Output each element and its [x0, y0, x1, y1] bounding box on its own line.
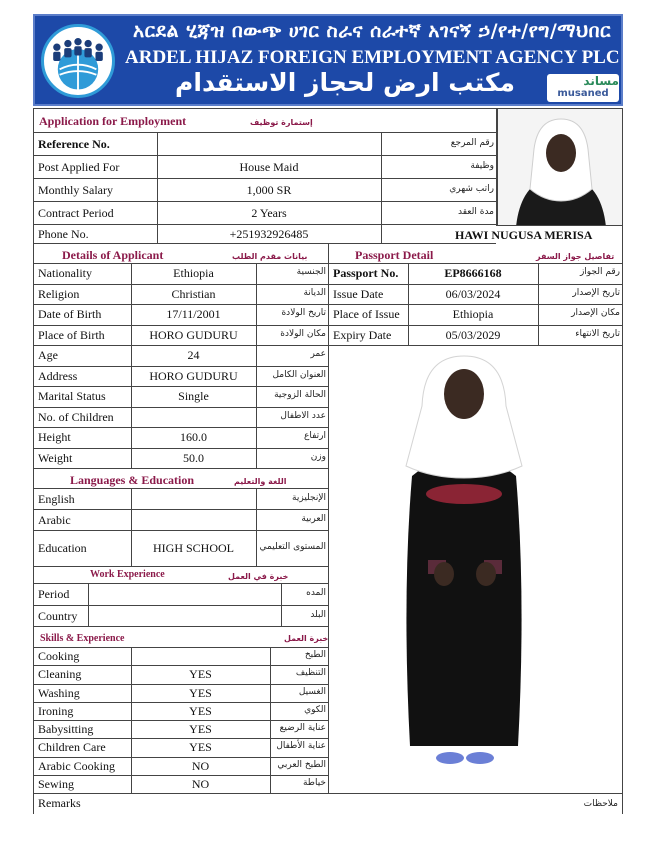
address-label-ar: العنوان الكامل: [272, 369, 326, 380]
table-rule: [33, 325, 328, 326]
religion-value: Christian: [171, 286, 216, 301]
babysitting-value: YES: [189, 722, 212, 736]
place-of-birth-label: Place of Birth: [38, 327, 105, 342]
cleaning-label-ar: التنظيف: [295, 668, 326, 679]
table-column-rule: [256, 488, 257, 566]
period-label-ar: المده: [306, 588, 326, 598]
table-column-rule: [538, 263, 539, 345]
table-rule: [33, 263, 328, 264]
table-rule: [33, 775, 328, 776]
application-title: Application for Employment: [39, 114, 187, 128]
age-label-ar: عمر: [310, 349, 326, 359]
table-rule: [33, 407, 328, 408]
table-rule: [33, 224, 496, 225]
weight-label: Weight: [38, 450, 73, 465]
post-applied-for-label-ar: وظيفة: [470, 161, 494, 171]
table-column-rule: [381, 132, 382, 243]
children-care-label: Children Care: [38, 740, 106, 755]
date-of-birth-label-ar: تاريخ الولادة: [281, 308, 326, 318]
agency-logo: [41, 24, 115, 98]
nationality-label-ar: الجنسية: [296, 267, 326, 277]
address-value: HORO GUDURU: [149, 368, 238, 383]
expiry-date-label-ar: تاريخ الانتهاء: [575, 328, 620, 339]
age-label: Age: [38, 348, 58, 362]
date-of-birth-value: 17/11/2001: [166, 307, 221, 321]
agency-name-english: ARDEL HIJAZ FOREIGN EMPLOYMENT AGENCY PLC: [125, 47, 620, 68]
table-rule: [33, 132, 496, 133]
table-column-rule: [270, 647, 271, 793]
religion-label: Religion: [38, 286, 80, 301]
table-column-rule: [131, 488, 132, 566]
musaned-english: musaned: [557, 88, 609, 99]
height-label-ar: ارتفاع: [303, 431, 326, 441]
table-rule: [33, 284, 328, 285]
table-rule: [33, 757, 328, 758]
arabic-cooking-label-ar: الطبخ العربي: [277, 759, 326, 770]
table-rule: [33, 626, 328, 627]
table-column-rule: [88, 583, 89, 626]
reference-no-label: Reference No.: [38, 137, 110, 151]
arabic-cooking-label: Arabic Cooking: [38, 758, 115, 773]
table-rule: [33, 684, 328, 685]
musaned-arabic: مساند: [583, 74, 619, 88]
height-label: Height: [38, 430, 71, 444]
ironing-label: Ironing: [38, 703, 74, 718]
details-title: Details of Applicant: [62, 248, 164, 262]
table-rule: [33, 530, 328, 531]
table-rule: [328, 284, 622, 285]
marital-status-label-ar: الحالة الزوجية: [274, 390, 326, 400]
table-column-rule: [256, 263, 257, 468]
table-rule: [328, 304, 622, 305]
cooking-label: Cooking: [38, 649, 80, 663]
remarks-label-ar: ملاحظات: [583, 799, 618, 809]
table-rule: [33, 509, 328, 510]
education-label: Education: [38, 541, 87, 555]
applicant-name: HAWI NUGUSA MERISA: [455, 228, 593, 242]
nationality-label: Nationality: [38, 266, 92, 280]
arabic-label-ar: العربية: [301, 514, 326, 524]
post-applied-for-value: House Maid: [239, 160, 299, 174]
arabic-cooking-value: NO: [191, 758, 210, 773]
english-label-ar: الإنجليزية: [292, 493, 326, 503]
table-rule: [33, 427, 328, 428]
monthly-salary-label: Monthly Salary: [38, 183, 113, 197]
arabic-label: Arabic: [38, 513, 71, 527]
education-label-ar: المستوى التعليمي: [259, 542, 326, 552]
reference-no-label-ar: رقم المرجع: [450, 138, 494, 148]
monthly-salary-label-ar: راتب شهري: [449, 184, 494, 194]
passport-title-ar: تفاصيل جواز السفر: [536, 252, 615, 261]
passport-no-label: Passport No.: [333, 266, 399, 280]
table-rule: [33, 304, 328, 305]
details-title-ar: بيانات مقدم الطلب: [232, 252, 308, 261]
table-rule: [328, 325, 622, 326]
cleaning-label: Cleaning: [38, 667, 82, 682]
languages-title-ar: اللغة والتعليم: [234, 477, 287, 486]
skills-title: Skills & Experience: [40, 633, 125, 644]
table-rule: [33, 665, 328, 666]
contract-period-label-ar: مدة العقد: [458, 207, 494, 217]
children-care-value: YES: [189, 740, 212, 755]
address-label: Address: [38, 368, 78, 383]
table-column-rule: [157, 132, 158, 243]
table-rule: [33, 738, 328, 739]
column-divider: [328, 244, 329, 793]
marital-status-value: Single: [178, 389, 209, 403]
country-label-ar: البلد: [310, 609, 326, 620]
expiry-date-label: Expiry Date: [333, 327, 392, 342]
table-rule: [33, 243, 496, 244]
table-column-rule: [281, 583, 282, 626]
post-applied-for-label: Post Applied For: [38, 160, 120, 174]
table-rule: [33, 583, 328, 584]
issue-date-label-ar: تاريخ الإصدار: [572, 287, 620, 298]
skills-title-ar: خبرة العمل: [284, 634, 329, 643]
religion-label-ar: الديانة: [303, 287, 326, 298]
table-rule: [33, 647, 328, 648]
place-of-birth-label-ar: مكان الولادة: [280, 328, 326, 339]
ironing-value: YES: [189, 703, 212, 718]
work-title: Work Experience: [90, 569, 165, 580]
issue-date-label: Issue Date: [333, 286, 384, 301]
no-of-children-label: No. of Children: [38, 409, 114, 424]
table-rule: [33, 448, 328, 449]
age-value: 24: [187, 348, 200, 362]
passport-title: Passport Detail: [355, 248, 434, 262]
table-rule: [33, 155, 496, 156]
cooking-label-ar: الطبخ: [304, 650, 326, 660]
ironing-label-ar: الكوي: [304, 704, 326, 715]
washing-label-ar: الغسيل: [298, 686, 326, 697]
remarks-label: Remarks: [38, 796, 81, 810]
agency-banner: [33, 14, 623, 106]
place-of-issue-label-ar: مكان الإصدار: [571, 308, 620, 318]
marital-status-label: Marital Status: [38, 389, 106, 403]
babysitting-label: Babysitting: [38, 722, 94, 736]
place-of-issue-label: Place of Issue: [333, 307, 400, 321]
children-care-label-ar: عناية الأطفال: [276, 741, 326, 752]
table-rule: [33, 702, 328, 703]
table-rule: [33, 201, 496, 202]
work-title-ar: خبرة في العمل: [228, 572, 289, 581]
passport-no-label-ar: رقم الجواز: [579, 267, 620, 277]
application-title-ar: إستمارة توظيف: [250, 118, 313, 127]
expiry-date-value: 05/03/2029: [445, 327, 501, 342]
cleaning-value: YES: [189, 667, 212, 682]
table-column-rule: [131, 263, 132, 468]
contract-period-label: Contract Period: [38, 206, 114, 220]
applicant-portrait-photo: [497, 108, 623, 226]
table-rule: [33, 366, 328, 367]
sewing-value: NO: [191, 776, 210, 791]
date-of-birth-label: Date of Birth: [38, 307, 102, 321]
table-rule: [33, 566, 328, 567]
table-rule: [33, 605, 328, 606]
phone-no-label: Phone No.: [38, 227, 89, 241]
musaned-logo: [547, 74, 619, 102]
table-rule: [328, 263, 622, 264]
no-of-children-label-ar: عدد الاطفال: [280, 410, 326, 421]
table-rule: [33, 178, 496, 179]
phone-no-value: +251932926485: [229, 227, 309, 241]
washing-value: YES: [189, 685, 212, 700]
sewing-label: Sewing: [38, 776, 74, 791]
weight-value: 50.0: [183, 450, 204, 465]
table-rule: [33, 488, 328, 489]
table-column-rule: [408, 263, 409, 345]
agency-name-amharic: አርደል ሂጃዝ በውጭ ሀገር ስራና ሰራተኛ አገናኝ ኃ/የተ/የግ/ማህበር: [132, 20, 611, 42]
sewing-label-ar: خياطة: [302, 777, 326, 788]
issue-date-value: 06/03/2024: [445, 286, 501, 301]
place-of-issue-value: Ethiopia: [452, 307, 494, 321]
table-rule: [33, 720, 328, 721]
education-value: HIGH SCHOOL: [153, 541, 234, 555]
agency-name-arabic: مكتب ارض لحجاز الاستقدام: [175, 68, 515, 97]
period-label: Period: [38, 587, 70, 601]
place-of-birth-value: HORO GUDURU: [149, 327, 238, 342]
passport-no-value: EP8666168: [444, 266, 502, 280]
contract-period-value: 2 Years: [251, 206, 287, 220]
washing-label: Washing: [38, 685, 80, 700]
nationality-value: Ethiopia: [173, 266, 214, 280]
english-label: English: [38, 492, 75, 506]
table-rule: [33, 468, 328, 469]
applicant-full-photo: [372, 346, 556, 786]
languages-title: Languages & Education: [70, 473, 195, 487]
table-rule: [33, 345, 328, 346]
weight-label-ar: وزن: [310, 451, 326, 462]
monthly-salary-value: 1,000 SR: [246, 183, 292, 197]
table-column-rule: [131, 647, 132, 793]
table-rule: [33, 386, 328, 387]
babysitting-label-ar: عناية الرضيع: [279, 723, 326, 733]
height-value: 160.0: [180, 430, 207, 444]
country-label: Country: [38, 608, 78, 623]
